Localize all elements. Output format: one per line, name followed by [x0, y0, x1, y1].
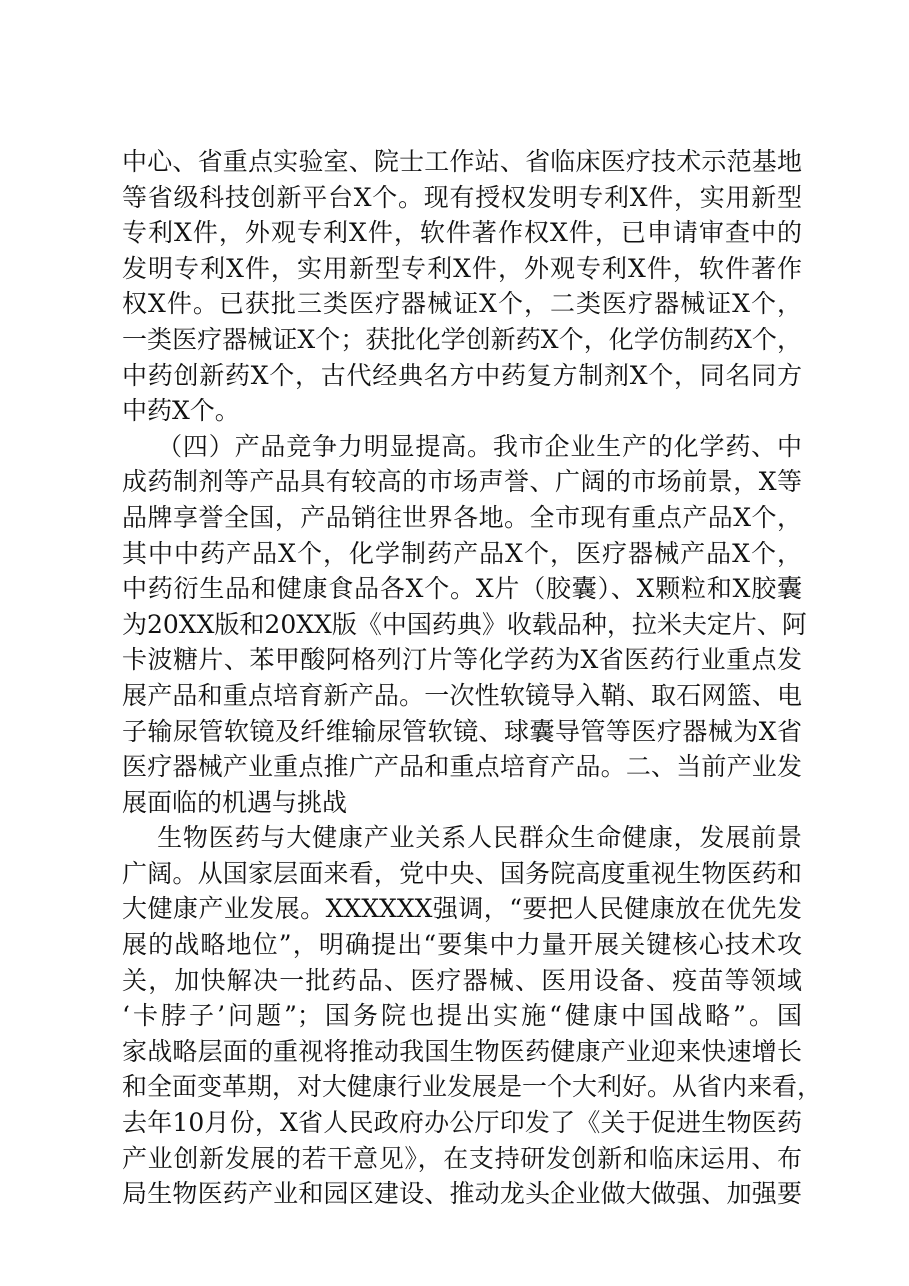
text-line: 展面临的机遇与挑战 — [122, 787, 348, 817]
text-line: 其中中药产品X个，化学制药产品X个，医疗器械产品X个， — [122, 538, 802, 568]
text-line: 大健康产业发展。XXXXXX强调，“要把人民健康放在优先发 — [122, 894, 802, 924]
text-line: 广阔。从国家层面来看，党中央、国务院高度重视生物医药和 — [122, 858, 802, 888]
text-line: 中药创新药X个，古代经典名方中药复方制剂X个，同名同方 — [122, 360, 802, 390]
text-line: 卡波糖片、苯甲酸阿格列汀片等化学药为X省医药行业重点发 — [122, 645, 802, 675]
text-line: 产业创新发展的若干意见》，在支持研发创新和临床运用、布 — [122, 1143, 802, 1173]
text-line: 一类医疗器械证X个；获批化学创新药X个，化学仿制药X个， — [122, 324, 802, 354]
text-line: 中药衍生品和健康食品各X个。X片（胶囊）、X颗粒和X胶囊 — [122, 574, 802, 604]
text-line: 医疗器械产业重点推广产品和重点培育产品。二、当前产业发 — [122, 752, 802, 782]
text-line: 中心、省重点实验室、院士工作站、省临床医疗技术示范基地 — [122, 147, 802, 176]
text-line: 生物医药与大健康产业关系人民群众生命健康，发展前景 — [122, 823, 802, 853]
text-line: 展的战略地位”，明确提出“要集中力量开展关键核心技术攻 — [122, 930, 802, 960]
text-line: 专利X件，外观专利X件，软件著作权X件，已申请审查中的 — [122, 218, 802, 248]
text-line: 成药制剂等产品具有较高的市场声誉、广阔的市场前景，X等 — [122, 467, 802, 497]
text-line: 展产品和重点培育新产品。一次性软镜导入鞘、取石网篮、电 — [122, 680, 802, 710]
text-line: 为20XX版和20XX版《中国药典》收载品种，拉米夫定片、阿 — [122, 609, 807, 639]
text-line: 发明专利X件，实用新型专利X件，外观专利X件，软件著作 — [122, 253, 802, 283]
text-line: 子输尿管软镜及纤维输尿管软镜、球囊导管等医疗器械为X省 — [122, 716, 802, 746]
text-line: ‘卡脖子’问题”；国务院也提出实施“健康中国战略”。国 — [122, 1001, 802, 1031]
text-line: 等省级科技创新平台X个。现有授权发明专利X件，实用新型 — [122, 182, 802, 212]
text-line: 权X件。已获批三类医疗器械证X个，二类医疗器械证X个， — [122, 289, 802, 319]
text-line: （四）产品竞争力明显提高。我市企业生产的化学药、中 — [122, 431, 802, 461]
text-line: 中药X个。 — [122, 396, 240, 426]
text-line: 和全面变革期，对大健康行业发展是一个大利好。从省内来看， — [122, 1072, 823, 1102]
text-line: 局生物医药产业和园区建设、推动龙头企业做大做强、加强要 — [122, 1179, 802, 1209]
body-text — [122, 144, 823, 1212]
text-line: 品牌享誉全国，产品销往世界各地。全市现有重点产品X个， — [122, 502, 802, 532]
text-line: 家战略层面的重视将推动我国生物医药健康产业迎来快速增长 — [122, 1036, 802, 1066]
text-line: 关，加快解决一批药品、医疗器械、医用设备、疫苗等领域 — [122, 965, 802, 995]
text-line: 去年10月份，X省人民政府办公厅印发了《关于促进生物医药 — [122, 1108, 802, 1138]
